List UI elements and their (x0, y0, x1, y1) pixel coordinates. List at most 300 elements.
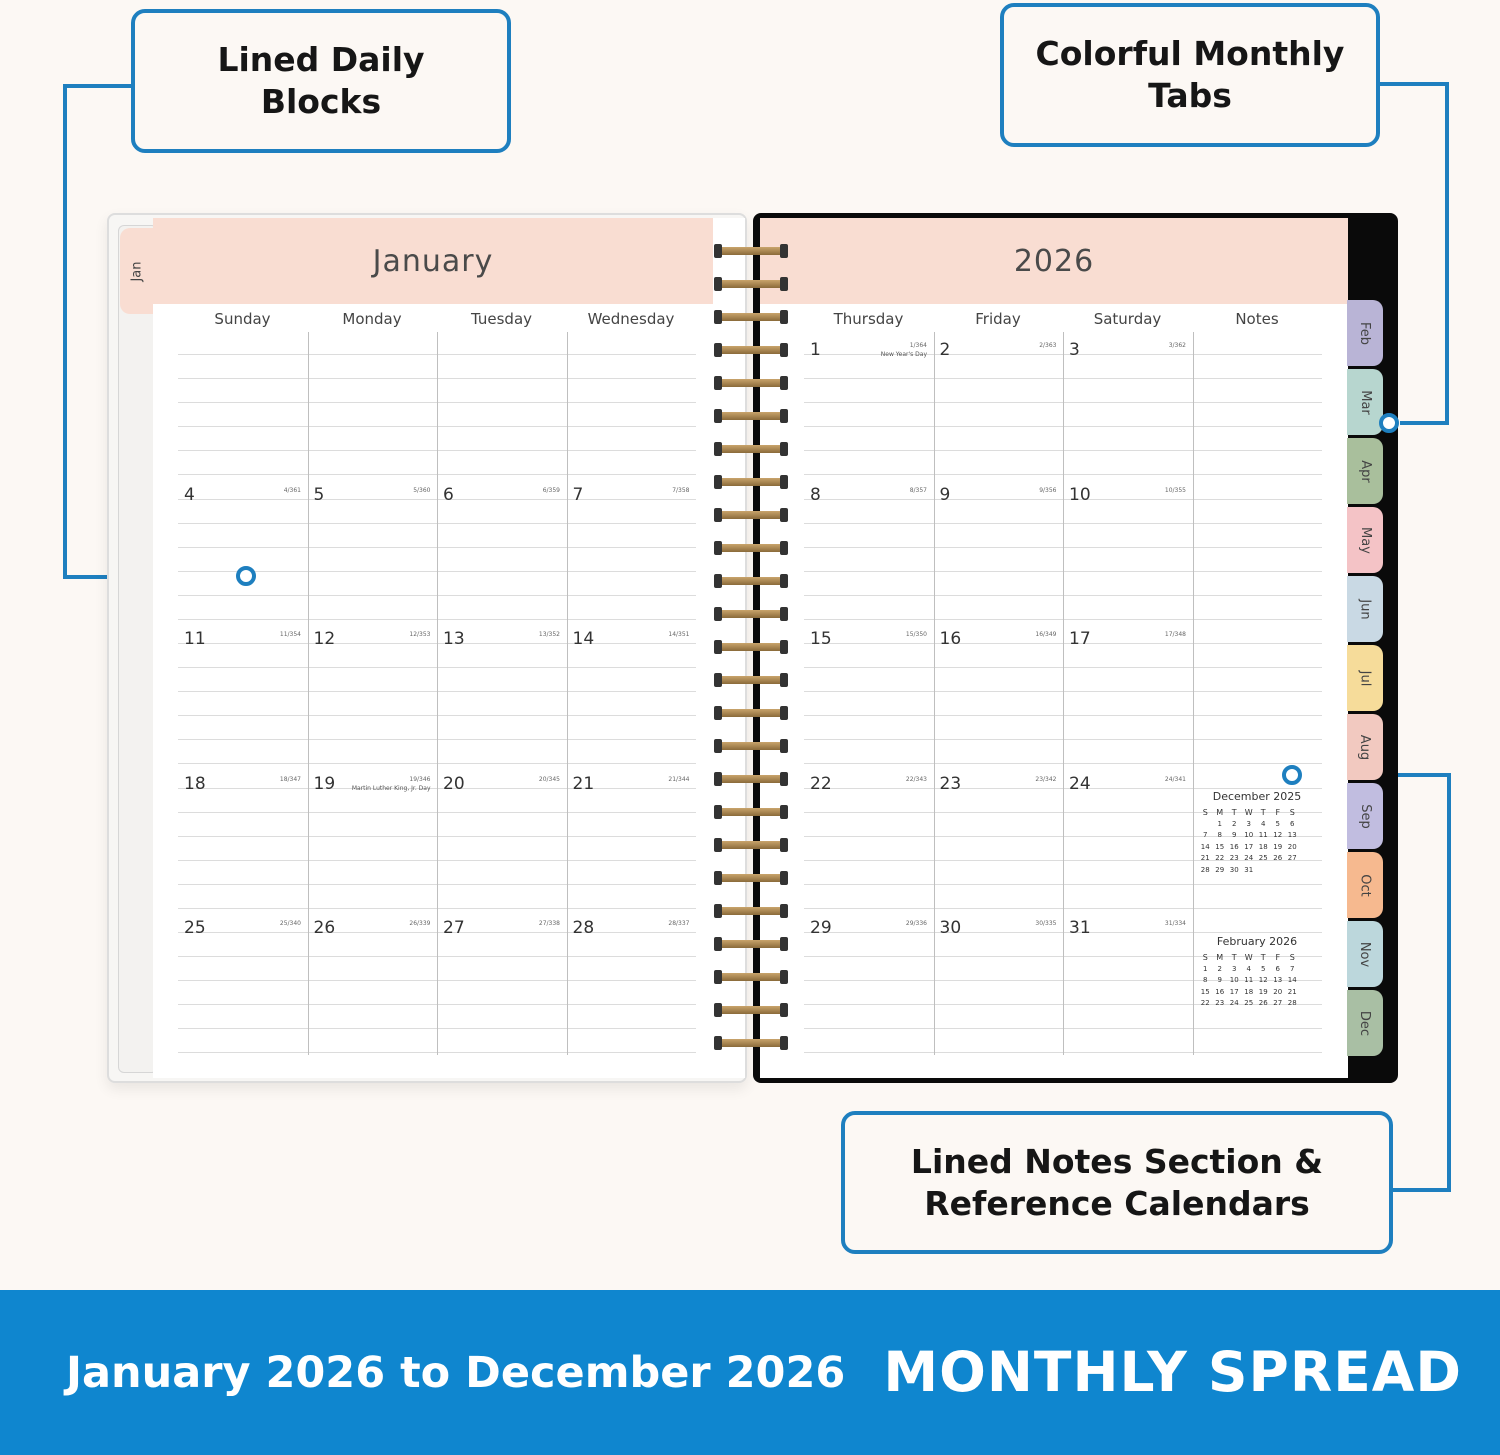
coil-hole (714, 475, 722, 489)
day-number: 2 (939, 340, 951, 360)
day-cell[interactable] (567, 910, 696, 1055)
mini-calendar-day: 6 (1290, 819, 1295, 828)
day-cell[interactable] (437, 766, 566, 911)
spiral-coil (714, 607, 788, 621)
coil-hole (714, 442, 722, 456)
day-cell[interactable] (437, 332, 566, 477)
mini-calendar-day: 16 (1215, 987, 1225, 996)
mini-calendar-day: 15 (1215, 842, 1225, 851)
day-cell[interactable] (567, 766, 696, 911)
coil-wire (714, 742, 788, 750)
day-of-year: 8/357 (909, 486, 927, 494)
mini-calendar-day: 7 (1290, 964, 1295, 973)
day-cell[interactable] (178, 332, 307, 477)
month-tab-jan[interactable]: Jan (120, 228, 154, 314)
weekday-letter: M (1216, 953, 1224, 962)
coil-wire (714, 1006, 788, 1014)
mini-calendar-day: 23 (1229, 854, 1239, 862)
day-cell[interactable] (804, 910, 933, 1055)
mini-calendar-day: 21 (1287, 987, 1297, 996)
coil-hole (780, 1003, 788, 1017)
day-cell[interactable] (437, 910, 566, 1055)
month-tab-label: Mar (1357, 389, 1373, 415)
day-of-year: 23/342 (1035, 775, 1057, 783)
mini-calendar-day: 20 (1273, 987, 1283, 996)
spiral-coil (714, 838, 788, 852)
coil-wire (714, 346, 788, 354)
coil-hole (780, 871, 788, 885)
year-title: 2026 (760, 218, 1348, 304)
spiral-coil (714, 244, 788, 258)
day-of-year: 25/340 (279, 920, 301, 927)
coil-hole (714, 607, 722, 621)
month-tab-label: Apr (1357, 459, 1373, 483)
mini-calendar-day: 17 (1244, 842, 1254, 851)
day-cell[interactable] (934, 621, 1063, 766)
coil-hole (780, 739, 788, 753)
mini-calendar (1198, 935, 1316, 1010)
day-number: 5 (313, 484, 325, 505)
weekday-letter: S (1289, 808, 1295, 817)
callout-dot-daily (236, 566, 256, 586)
day-number: 7 (572, 484, 584, 505)
mini-calendar-day: 2 (1217, 964, 1222, 973)
month-tab-label: Sep (1357, 803, 1373, 829)
coil-hole (714, 541, 722, 555)
coil-wire (714, 247, 788, 255)
day-of-week-header: Notes (1235, 310, 1279, 328)
day-of-year: 18/347 (279, 775, 301, 783)
mini-calendar-day: 9 (1217, 976, 1222, 984)
day-of-year: 27/338 (538, 920, 560, 927)
mini-calendar-day: 27 (1287, 854, 1297, 862)
month-tab-feb[interactable] (1347, 300, 1383, 366)
day-of-year: 26/339 (409, 920, 431, 927)
spiral-coil (714, 871, 788, 885)
month-tab-nov[interactable] (1347, 921, 1383, 987)
mini-calendar-day: 10 (1229, 976, 1239, 984)
day-number: 19 (313, 773, 336, 794)
coil-hole (714, 673, 722, 687)
day-number: 13 (443, 629, 465, 649)
month-tab-jul[interactable] (1347, 645, 1383, 711)
coil-hole (780, 904, 788, 918)
day-of-year: 19/346 (409, 775, 431, 783)
day-number: 26 (313, 918, 336, 938)
mini-calendar-day: 25 (1244, 999, 1254, 1007)
left-page (153, 218, 745, 1078)
day-number: 4 (184, 484, 195, 505)
coil-hole (780, 541, 788, 555)
coil-wire (714, 643, 788, 651)
spiral-coil (714, 409, 788, 423)
spiral-coil (714, 277, 788, 291)
mini-calendar-day: 22 (1200, 999, 1210, 1007)
mini-calendar-day: 22 (1215, 854, 1225, 862)
day-of-week-header: Tuesday (470, 310, 533, 328)
weekday-letter: F (1275, 953, 1281, 962)
mini-calendar-day: 16 (1229, 842, 1239, 851)
month-tab-label: Aug (1357, 734, 1373, 760)
day-of-year: 10/355 (1164, 486, 1186, 494)
coil-wire (714, 412, 788, 420)
coil-hole (780, 805, 788, 819)
mini-calendar-day: 13 (1287, 831, 1297, 839)
coil-wire (714, 280, 788, 288)
day-number: 10 (1069, 484, 1091, 505)
coil-wire (714, 610, 788, 618)
mini-calendar-week (1198, 842, 1316, 854)
day-of-year: 29/336 (905, 920, 927, 927)
month-tab-apr[interactable] (1347, 438, 1383, 504)
spiral-coil (714, 574, 788, 588)
day-cell[interactable] (934, 766, 1063, 911)
coil-wire (714, 379, 788, 387)
coil-hole (780, 706, 788, 720)
day-cell[interactable] (437, 621, 566, 766)
mini-calendar-day (1271, 865, 1286, 877)
coil-hole (714, 970, 722, 984)
day-cell[interactable] (934, 477, 1063, 622)
spiral-coil (714, 673, 788, 687)
coil-hole (780, 574, 788, 588)
mini-calendar-day: 1 (1203, 964, 1208, 973)
mini-calendar-day: 12 (1258, 976, 1268, 984)
day-of-year: 6/359 (542, 486, 560, 494)
coil-hole (780, 607, 788, 621)
month-tab-label: Jun (1357, 598, 1373, 620)
day-of-week-header: Wednesday (587, 310, 675, 328)
weekday-letter: T (1231, 953, 1237, 962)
day-cell[interactable] (308, 766, 437, 911)
day-cell[interactable] (934, 910, 1063, 1055)
month-title: January (153, 218, 713, 304)
day-number: 3 (1069, 340, 1080, 360)
day-cell[interactable] (178, 910, 307, 1055)
day-number: 30 (939, 918, 962, 938)
coil-hole (780, 970, 788, 984)
coil-wire (714, 841, 788, 849)
mini-calendar-day (1256, 865, 1271, 877)
mini-calendar-title: February 2026 (1216, 935, 1298, 948)
coil-hole (714, 376, 722, 390)
mini-calendar-day: 19 (1273, 842, 1283, 851)
day-cell[interactable] (178, 621, 307, 766)
mini-calendar-week (1198, 853, 1316, 865)
spiral-coil (714, 904, 788, 918)
mini-calendar-day (1198, 819, 1213, 831)
day-of-year: 21/344 (668, 775, 690, 783)
mini-calendar-day: 20 (1287, 842, 1297, 851)
mini-calendar-week (1198, 975, 1316, 987)
day-number: 8 (810, 484, 821, 505)
spiral-coil (714, 640, 788, 654)
day-cell[interactable] (804, 332, 933, 477)
day-of-year: 30/335 (1035, 920, 1057, 927)
mini-calendar-day: 4 (1261, 819, 1266, 828)
mini-calendar-day: 7 (1203, 831, 1208, 839)
coil-hole (714, 937, 722, 951)
callout-daily-blocks: Lined Daily Blocks (131, 9, 511, 153)
month-tab-jun[interactable] (1347, 576, 1383, 642)
weekday-letter: S (1202, 953, 1208, 962)
weekday-letter: T (1260, 953, 1266, 962)
coil-hole (780, 475, 788, 489)
day-number: 23 (939, 773, 962, 794)
month-tab-mar[interactable] (1347, 369, 1383, 435)
mini-calendar-week (1198, 865, 1316, 877)
day-of-year: 9/356 (1039, 486, 1057, 494)
coil-hole (780, 442, 788, 456)
day-of-week-header: Monday (342, 310, 402, 328)
month-tab-aug[interactable] (1347, 714, 1383, 780)
mini-calendar-day: 10 (1244, 831, 1254, 839)
coil-hole (780, 1036, 788, 1050)
day-cell[interactable] (567, 477, 696, 622)
spiral-coil (714, 805, 788, 819)
coil-hole (714, 805, 722, 819)
day-number: 16 (939, 629, 962, 649)
coil-hole (780, 376, 788, 390)
column-divider (1193, 332, 1194, 1055)
day-of-year: 20/345 (538, 775, 560, 783)
banner-date-range: January 2026 to December 2026 (66, 1348, 846, 1398)
mini-calendar-day: 29 (1215, 865, 1225, 874)
month-tab-sep[interactable] (1347, 783, 1383, 849)
coil-hole (714, 871, 722, 885)
day-cell[interactable] (1063, 332, 1192, 477)
day-of-year: 5/360 (413, 486, 431, 494)
spiral-coil (714, 376, 788, 390)
day-of-week-header: Friday (975, 310, 1021, 328)
mini-calendar-head (1198, 807, 1316, 819)
day-of-week-header: Sunday (214, 310, 271, 328)
day-of-year: 13/352 (538, 631, 560, 638)
day-of-year: 2/363 (1039, 342, 1057, 349)
mini-calendar-day: 21 (1200, 854, 1210, 862)
holiday-label: New Year's Day (880, 351, 927, 358)
coil-hole (714, 343, 722, 357)
month-tab-may[interactable] (1347, 507, 1383, 573)
month-tab-label: Dec (1357, 1010, 1373, 1036)
day-number: 28 (572, 918, 595, 938)
day-cell[interactable] (804, 477, 933, 622)
day-number: 25 (184, 918, 206, 938)
spiral-coil (714, 772, 788, 786)
day-cell[interactable] (178, 766, 307, 911)
mini-calendar-day: 28 (1200, 865, 1210, 874)
weekday-letter: M (1216, 808, 1224, 817)
day-of-year: 28/337 (668, 920, 690, 927)
day-number: 17 (1069, 629, 1091, 649)
day-of-year: 1/364 (909, 342, 927, 349)
day-of-week-header: Saturday (1093, 310, 1162, 328)
coil-wire (714, 775, 788, 783)
day-of-year: 14/351 (668, 631, 690, 638)
weekday-letter: T (1260, 808, 1266, 817)
coil-hole (714, 706, 722, 720)
coil-hole (714, 640, 722, 654)
day-number: 31 (1069, 918, 1091, 938)
mini-calendar-day: 30 (1229, 865, 1239, 874)
coil-hole (714, 739, 722, 753)
spiral-coil (714, 541, 788, 555)
mini-calendar-day: 26 (1273, 854, 1283, 862)
spiral-coil (714, 343, 788, 357)
day-cell[interactable] (1063, 766, 1192, 911)
coil-hole (714, 772, 722, 786)
spiral-coil (714, 970, 788, 984)
spiral-coil (714, 475, 788, 489)
day-number: 27 (443, 918, 465, 938)
coil-wire (714, 709, 788, 717)
coil-hole (714, 310, 722, 324)
mini-calendar-day: 8 (1203, 976, 1208, 984)
day-number: 12 (313, 629, 336, 649)
day-of-year: 11/354 (279, 631, 301, 638)
month-tab-label: Jul (1357, 670, 1373, 686)
mini-calendar-day: 26 (1258, 999, 1268, 1007)
spiral-coil (714, 1036, 788, 1050)
coil-wire (714, 874, 788, 882)
coil-wire (714, 445, 788, 453)
callout-monthly-tabs: Colorful Monthly Tabs (1000, 3, 1380, 147)
day-cell[interactable] (1063, 477, 1192, 622)
day-of-year: 4/361 (283, 486, 301, 494)
coil-wire (714, 544, 788, 552)
mini-calendar-week (1198, 964, 1316, 976)
weekday-letter: T (1231, 808, 1237, 817)
month-tab-label: Nov (1357, 941, 1373, 967)
mini-calendar-day: 28 (1287, 999, 1297, 1007)
mini-calendar-day: 31 (1244, 865, 1254, 874)
coil-wire (714, 478, 788, 486)
spiral-coil (714, 508, 788, 522)
day-cell[interactable] (308, 910, 437, 1055)
callout-notes-section: Lined Notes Section & Reference Calendars (841, 1111, 1393, 1254)
day-number: 18 (184, 773, 206, 794)
day-number: 14 (572, 629, 595, 649)
day-cell[interactable] (178, 477, 307, 622)
coil-hole (780, 508, 788, 522)
coil-wire (714, 313, 788, 321)
mini-calendar-day: 18 (1258, 842, 1268, 851)
day-number: 24 (1069, 773, 1091, 794)
coil-wire (714, 1039, 788, 1047)
day-number: 22 (810, 773, 832, 794)
day-cell[interactable] (567, 332, 696, 477)
day-cell[interactable] (308, 477, 437, 622)
coil-hole (714, 904, 722, 918)
banner-title: MONTHLY SPREAD (883, 1340, 1462, 1404)
coil-wire (714, 940, 788, 948)
mini-calendar-week (1198, 819, 1316, 831)
day-cell[interactable] (1063, 910, 1192, 1055)
day-cell[interactable] (1063, 621, 1192, 766)
mini-calendar-day: 11 (1244, 976, 1254, 984)
mini-calendar-day: 5 (1275, 819, 1280, 828)
callout-dot-tabs (1379, 413, 1399, 433)
mini-calendar-day: 9 (1232, 831, 1237, 839)
day-of-week-header: Thursday (833, 310, 904, 328)
coil-hole (780, 838, 788, 852)
weekday-letter: W (1244, 953, 1253, 962)
mini-calendar-day: 15 (1200, 987, 1210, 996)
coil-hole (780, 937, 788, 951)
day-cell[interactable] (308, 621, 437, 766)
day-of-year: 12/353 (409, 631, 431, 638)
day-number: 29 (810, 918, 832, 938)
mini-calendar-day: 11 (1258, 831, 1268, 839)
holiday-label: Martin Luther King, Jr. Day (351, 784, 431, 792)
planner-page-edges (118, 225, 158, 1073)
mini-calendar-title: December 2025 (1212, 790, 1302, 803)
day-number: 9 (939, 484, 951, 505)
day-cell[interactable] (804, 766, 933, 911)
day-of-year: 31/334 (1164, 920, 1186, 927)
mini-calendar-day: 27 (1273, 999, 1283, 1007)
mini-calendar-day: 24 (1229, 999, 1239, 1007)
day-of-year: 3/362 (1168, 342, 1186, 349)
day-number: 20 (443, 773, 465, 794)
coil-wire (714, 808, 788, 816)
mini-calendar-day: 2 (1232, 819, 1237, 828)
mini-calendar-day: 1 (1217, 819, 1222, 828)
mini-calendar-week (1198, 830, 1316, 842)
weekday-letter: F (1275, 808, 1281, 817)
mini-calendar-day: 3 (1246, 819, 1251, 828)
coil-hole (714, 838, 722, 852)
coil-hole (780, 343, 788, 357)
mini-calendar-day: 3 (1232, 964, 1237, 973)
day-cell[interactable] (308, 332, 437, 477)
coil-wire (714, 907, 788, 915)
day-number: 21 (572, 773, 595, 794)
month-tab-oct[interactable] (1347, 852, 1383, 918)
coil-hole (714, 508, 722, 522)
spiral-coil (714, 442, 788, 456)
mini-calendar (1198, 790, 1316, 876)
day-number: 1 (810, 340, 821, 360)
coil-hole (714, 1003, 722, 1017)
weekday-letter: S (1289, 953, 1295, 962)
coil-hole (780, 277, 788, 291)
coil-wire (714, 577, 788, 585)
day-number: 6 (443, 484, 454, 505)
coil-wire (714, 511, 788, 519)
day-cell[interactable] (567, 621, 696, 766)
coil-hole (780, 310, 788, 324)
day-cell[interactable] (934, 332, 1063, 477)
month-tab-label: Oct (1357, 873, 1373, 897)
day-of-year: 17/348 (1164, 631, 1186, 638)
month-tab-dec[interactable] (1347, 990, 1383, 1056)
spiral-coil (714, 706, 788, 720)
coil-hole (780, 640, 788, 654)
callout-dot-notes (1282, 765, 1302, 785)
day-cell[interactable] (804, 621, 933, 766)
day-of-year: 7/358 (672, 486, 690, 494)
day-of-year: 22/343 (905, 775, 927, 783)
day-cell[interactable] (437, 477, 566, 622)
spiral-coil (714, 739, 788, 753)
mini-calendar-day: 18 (1244, 987, 1254, 996)
weekday-letter: W (1244, 808, 1253, 817)
coil-hole (780, 772, 788, 786)
day-of-year: 24/341 (1164, 775, 1186, 783)
mini-calendar-day: 14 (1287, 976, 1297, 984)
mini-calendar-day: 12 (1273, 831, 1283, 839)
